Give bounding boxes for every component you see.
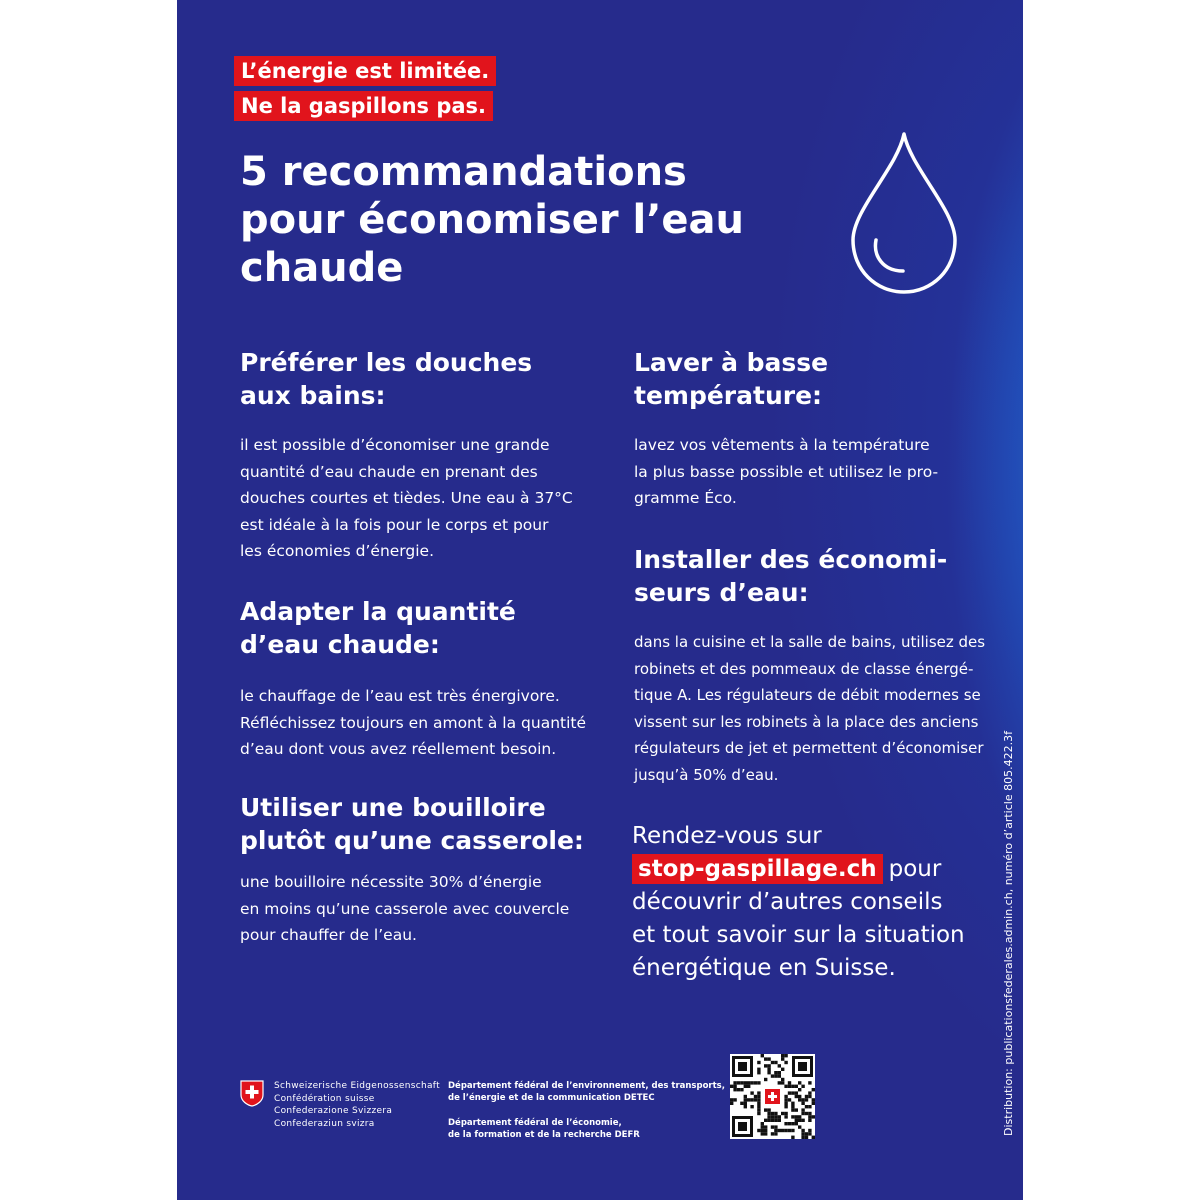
qr-module: [778, 1115, 781, 1118]
qr-module: [757, 1061, 760, 1064]
qr-module: [784, 1105, 787, 1108]
tip-water-savers: [634, 543, 999, 788]
qr-module: [784, 1085, 787, 1088]
qr-module: [754, 1098, 757, 1101]
qr-module: [798, 1115, 801, 1118]
qr-module: [812, 1102, 815, 1105]
qr-module: [747, 1081, 750, 1084]
qr-module: [784, 1054, 787, 1057]
qr-module: [791, 1091, 794, 1094]
qr-module: [744, 1105, 747, 1108]
qr-code[interactable]: [730, 1054, 815, 1139]
qr-module: [761, 1129, 764, 1132]
tip-body: [240, 869, 600, 949]
qr-module: [812, 1088, 815, 1091]
qr-module: [767, 1115, 770, 1118]
qr-module: [801, 1102, 804, 1105]
qr-module: [774, 1071, 777, 1074]
qr-module: [798, 1119, 801, 1122]
qr-module: [795, 1085, 798, 1088]
qr-module: [737, 1088, 740, 1091]
qr-module: [808, 1081, 811, 1084]
page-title: [240, 148, 800, 292]
tip-kettle: [240, 791, 600, 949]
tip-body-line: en moins qu’une casserole avec couvercle: [240, 899, 570, 918]
qr-module: [798, 1081, 801, 1084]
qr-module: [774, 1074, 777, 1077]
tip-body-line: une bouilloire nécessite 30% d’énergie: [240, 873, 542, 891]
tip-title-line: Préférer les douches: [240, 348, 533, 377]
qr-module: [761, 1054, 764, 1057]
water-drop-icon: [849, 128, 959, 298]
qr-module: [771, 1112, 774, 1115]
tip-body-line: quantité d’eau chaude en prenant des: [240, 462, 538, 481]
qr-module: [757, 1098, 760, 1101]
confederation-line: Confédération suisse: [274, 1093, 375, 1104]
tagline-dont-waste: Ne la gaspillons pas.: [234, 91, 493, 121]
qr-module: [774, 1119, 777, 1122]
qr-module: [808, 1119, 811, 1122]
qr-module: [750, 1091, 753, 1094]
qr-module: [761, 1132, 764, 1135]
qr-module: [774, 1061, 777, 1064]
swiss-flag-icon: [240, 1080, 264, 1107]
qr-module: [788, 1098, 791, 1101]
tip-title: [240, 595, 600, 661]
qr-module: [757, 1129, 760, 1132]
qr-module: [744, 1102, 747, 1105]
stop-gaspillage-link[interactable]: stop-gaspillage.ch: [632, 854, 883, 884]
qr-module: [761, 1122, 764, 1125]
qr-module: [764, 1119, 767, 1122]
qr-module: [784, 1129, 787, 1132]
tip-body: [240, 432, 590, 565]
qr-module: [764, 1108, 767, 1111]
tip-hot-water-quantity: [240, 595, 600, 763]
qr-module: [744, 1095, 747, 1098]
qr-module: [808, 1091, 811, 1094]
qr-module: [757, 1112, 760, 1115]
qr-module: [791, 1136, 794, 1139]
tip-body-line: le chauffage de l’eau est très énergivore.: [240, 687, 560, 705]
qr-module: [757, 1102, 760, 1105]
qr-module: [771, 1074, 774, 1077]
qr-module: [747, 1098, 750, 1101]
qr-module: [754, 1095, 757, 1098]
qr-module: [733, 1098, 736, 1101]
qr-module: [781, 1081, 784, 1084]
confederation-names: [274, 1080, 440, 1130]
qr-module: [808, 1095, 811, 1098]
qr-module: [778, 1074, 781, 1077]
tip-title-line: d’eau chaude:: [240, 630, 440, 659]
title-line: chaude: [240, 245, 404, 291]
qr-module: [795, 1108, 798, 1111]
cta-line: découvrir d’autres conseils: [632, 889, 943, 915]
qr-module: [740, 1081, 743, 1084]
confederation-line: Schweizerische Eidgenossenschaft: [274, 1081, 440, 1091]
department-line: Département fédéral de l’économie,: [448, 1118, 622, 1128]
qr-module: [784, 1115, 787, 1118]
qr-module: [781, 1129, 784, 1132]
qr-module: [764, 1078, 767, 1081]
qr-module: [774, 1132, 777, 1135]
qr-module: [778, 1064, 781, 1067]
poster: [177, 0, 1023, 1200]
tip-title: [634, 346, 974, 412]
qr-module: [767, 1068, 770, 1071]
qr-module: [781, 1057, 784, 1060]
qr-module: [774, 1115, 777, 1118]
tip-body-line: robinets et des pommeaux de classe énergé-: [634, 659, 974, 678]
qr-module: [764, 1057, 767, 1060]
qr-module: [771, 1115, 774, 1118]
qr-module: [808, 1115, 811, 1118]
qr-module: [767, 1119, 770, 1122]
tip-title: [240, 791, 600, 857]
qr-module: [757, 1108, 760, 1111]
qr-module: [798, 1088, 801, 1091]
qr-module: [771, 1125, 774, 1128]
qr-module: [788, 1122, 791, 1125]
qr-module: [754, 1081, 757, 1084]
qr-module: [801, 1085, 804, 1088]
qr-module: [778, 1071, 781, 1074]
qr-module: [744, 1085, 747, 1088]
tip-title-line: seurs d’eau:: [634, 578, 809, 607]
tip-body-line: pour chauffer de l’eau.: [240, 926, 417, 944]
qr-module: [795, 1115, 798, 1118]
tip-showers: [240, 346, 590, 565]
qr-module: [730, 1085, 733, 1088]
qr-module: [778, 1081, 781, 1084]
qr-module: [805, 1136, 808, 1139]
qr-module: [808, 1129, 811, 1132]
tip-body: [240, 683, 600, 763]
qr-module: [788, 1129, 791, 1132]
tip-body-line: dans la cuisine et la salle de bains, utilisez des: [634, 633, 986, 651]
qr-module: [784, 1095, 787, 1098]
qr-module: [791, 1129, 794, 1132]
tip-title-line: Laver à basse: [634, 348, 829, 377]
tip-title: [240, 346, 590, 412]
qr-module: [771, 1119, 774, 1122]
qr-module: [764, 1064, 767, 1067]
qr-module: [795, 1122, 798, 1125]
tip-title-line: Adapter la quantité: [240, 597, 516, 626]
distribution-note: Distribution: publicationsfederales.admin.ch, numéro d’article 805.422.3f: [1002, 731, 1015, 1136]
qr-module: [788, 1091, 791, 1094]
confederation-line: Confederaziun svizra: [274, 1118, 375, 1129]
qr-module: [750, 1098, 753, 1101]
qr-module: [774, 1112, 777, 1115]
cta-line: pour: [888, 856, 942, 882]
tip-body-line: les économies d’énergie.: [240, 542, 435, 560]
qr-module: [778, 1129, 781, 1132]
qr-module: [784, 1098, 787, 1101]
tip-body-line: il est possible d’économiser une grande: [240, 436, 550, 454]
qr-module: [750, 1105, 753, 1108]
qr-module: [767, 1108, 770, 1111]
qr-module: [761, 1125, 764, 1128]
department-defr: [448, 1117, 640, 1141]
tip-body: [634, 432, 974, 512]
tip-body-line: régulateurs de jet et permettent d’économiser: [634, 739, 984, 757]
confederation-line: Confederazione Svizzera: [274, 1106, 393, 1116]
qr-module: [757, 1095, 760, 1098]
qr-module: [788, 1081, 791, 1084]
tagline-energy-limited: L’énergie est limitée.: [234, 56, 496, 86]
tip-body-line: vissent sur les robinets à la place des anciens: [634, 712, 979, 731]
qr-module: [767, 1071, 770, 1074]
qr-module: [733, 1081, 736, 1084]
qr-module: [798, 1098, 801, 1101]
qr-module: [757, 1091, 760, 1094]
qr-module: [812, 1098, 815, 1101]
qr-module: [795, 1095, 798, 1098]
qr-module: [791, 1085, 794, 1088]
qr-module: [788, 1085, 791, 1088]
qr-module: [791, 1122, 794, 1125]
tip-title: [634, 543, 999, 609]
qr-module: [805, 1095, 808, 1098]
qr-module: [757, 1068, 760, 1071]
department-line: Département fédéral de l’environnement, des transports,: [448, 1081, 725, 1091]
tip-title-line: Installer des économi-: [634, 545, 948, 574]
tip-body-line: est idéale à la fois pour le corps et pour: [240, 515, 549, 534]
qr-module: [757, 1105, 760, 1108]
department-line: de l’énergie et de la communication DETEC: [448, 1093, 655, 1103]
qr-module: [791, 1102, 794, 1105]
cta-line: Rendez-vous sur: [632, 823, 822, 849]
qr-module: [774, 1129, 777, 1132]
qr-module: [812, 1136, 815, 1139]
qr-module: [774, 1125, 777, 1128]
qr-module: [740, 1088, 743, 1091]
qr-module: [808, 1112, 811, 1115]
qr-module: [801, 1119, 804, 1122]
tip-body-line: Réfléchissez toujours en amont à la quantité: [240, 713, 587, 732]
qr-module: [795, 1119, 798, 1122]
qr-module: [744, 1081, 747, 1084]
qr-module: [744, 1098, 747, 1101]
qr-module: [733, 1088, 736, 1091]
qr-module: [747, 1085, 750, 1088]
qr-module: [801, 1136, 804, 1139]
qr-module: [801, 1112, 804, 1115]
tip-title-line: Utiliser une bouilloire: [240, 793, 546, 822]
tip-body-line: douches courtes et tièdes. Une eau à 37°C: [240, 489, 573, 507]
department-detec: [448, 1080, 725, 1104]
title-line: 5 recommandations: [240, 149, 687, 195]
qr-module: [801, 1108, 804, 1111]
title-line: pour économiser l’eau: [240, 197, 745, 243]
qr-module: [795, 1091, 798, 1094]
tip-body-line: gramme Éco.: [634, 489, 737, 507]
qr-module: [730, 1102, 733, 1105]
tip-title-line: aux bains:: [240, 381, 386, 410]
qr-module: [808, 1132, 811, 1135]
qr-module: [781, 1112, 784, 1115]
qr-module: [784, 1102, 787, 1105]
qr-module: [808, 1105, 811, 1108]
qr-module: [791, 1115, 794, 1118]
qr-module: [733, 1085, 736, 1088]
qr-module: [767, 1057, 770, 1060]
qr-module: [781, 1068, 784, 1071]
qr-module: [771, 1061, 774, 1064]
cta-line: et tout savoir sur la situation: [632, 922, 965, 948]
qr-module: [812, 1115, 815, 1118]
qr-module: [784, 1112, 787, 1115]
qr-module: [730, 1098, 733, 1101]
qr-module: [757, 1081, 760, 1084]
tip-title-line: température:: [634, 381, 823, 410]
qr-module: [757, 1071, 760, 1074]
qr-module: [784, 1122, 787, 1125]
qr-module: [737, 1081, 740, 1084]
qr-module: [798, 1125, 801, 1128]
qr-module: [740, 1102, 743, 1105]
qr-module: [791, 1108, 794, 1111]
qr-module: [798, 1095, 801, 1098]
qr-module: [764, 1129, 767, 1132]
qr-module: [801, 1098, 804, 1101]
qr-module: [784, 1061, 787, 1064]
qr-module: [781, 1054, 784, 1057]
tip-body-line: lavez vos vêtements à la température: [634, 436, 930, 454]
qr-module: [805, 1132, 808, 1135]
qr-module: [764, 1125, 767, 1128]
qr-module: [801, 1129, 804, 1132]
tip-body-line: d’eau dont vous avez réellement besoin.: [240, 740, 557, 758]
tip-body-line: jusqu’à 50% d’eau.: [634, 765, 779, 784]
qr-module: [801, 1132, 804, 1135]
cta-line: énergétique en Suisse.: [632, 955, 896, 981]
qr-module: [791, 1105, 794, 1108]
qr-module: [805, 1112, 808, 1115]
call-to-action: [632, 820, 982, 985]
tip-title-line: plutôt qu’une casserole:: [240, 826, 584, 855]
qr-module: [805, 1105, 808, 1108]
tip-body-line: tique A. Les régulateurs de débit modernes se: [634, 686, 981, 704]
qr-module: [767, 1112, 770, 1115]
tip-body: [634, 629, 999, 788]
qr-module: [750, 1081, 753, 1084]
qr-module: [781, 1078, 784, 1081]
qr-module: [771, 1132, 774, 1135]
department-line: de la formation et de la recherche DEFR: [448, 1130, 640, 1140]
tip-low-temperature-wash: [634, 346, 974, 512]
qr-module: [764, 1132, 767, 1135]
qr-module: [805, 1098, 808, 1101]
qr-module: [778, 1119, 781, 1122]
qr-module: [767, 1064, 770, 1067]
tip-body-line: la plus basse possible et utilisez le pro-: [634, 462, 939, 481]
